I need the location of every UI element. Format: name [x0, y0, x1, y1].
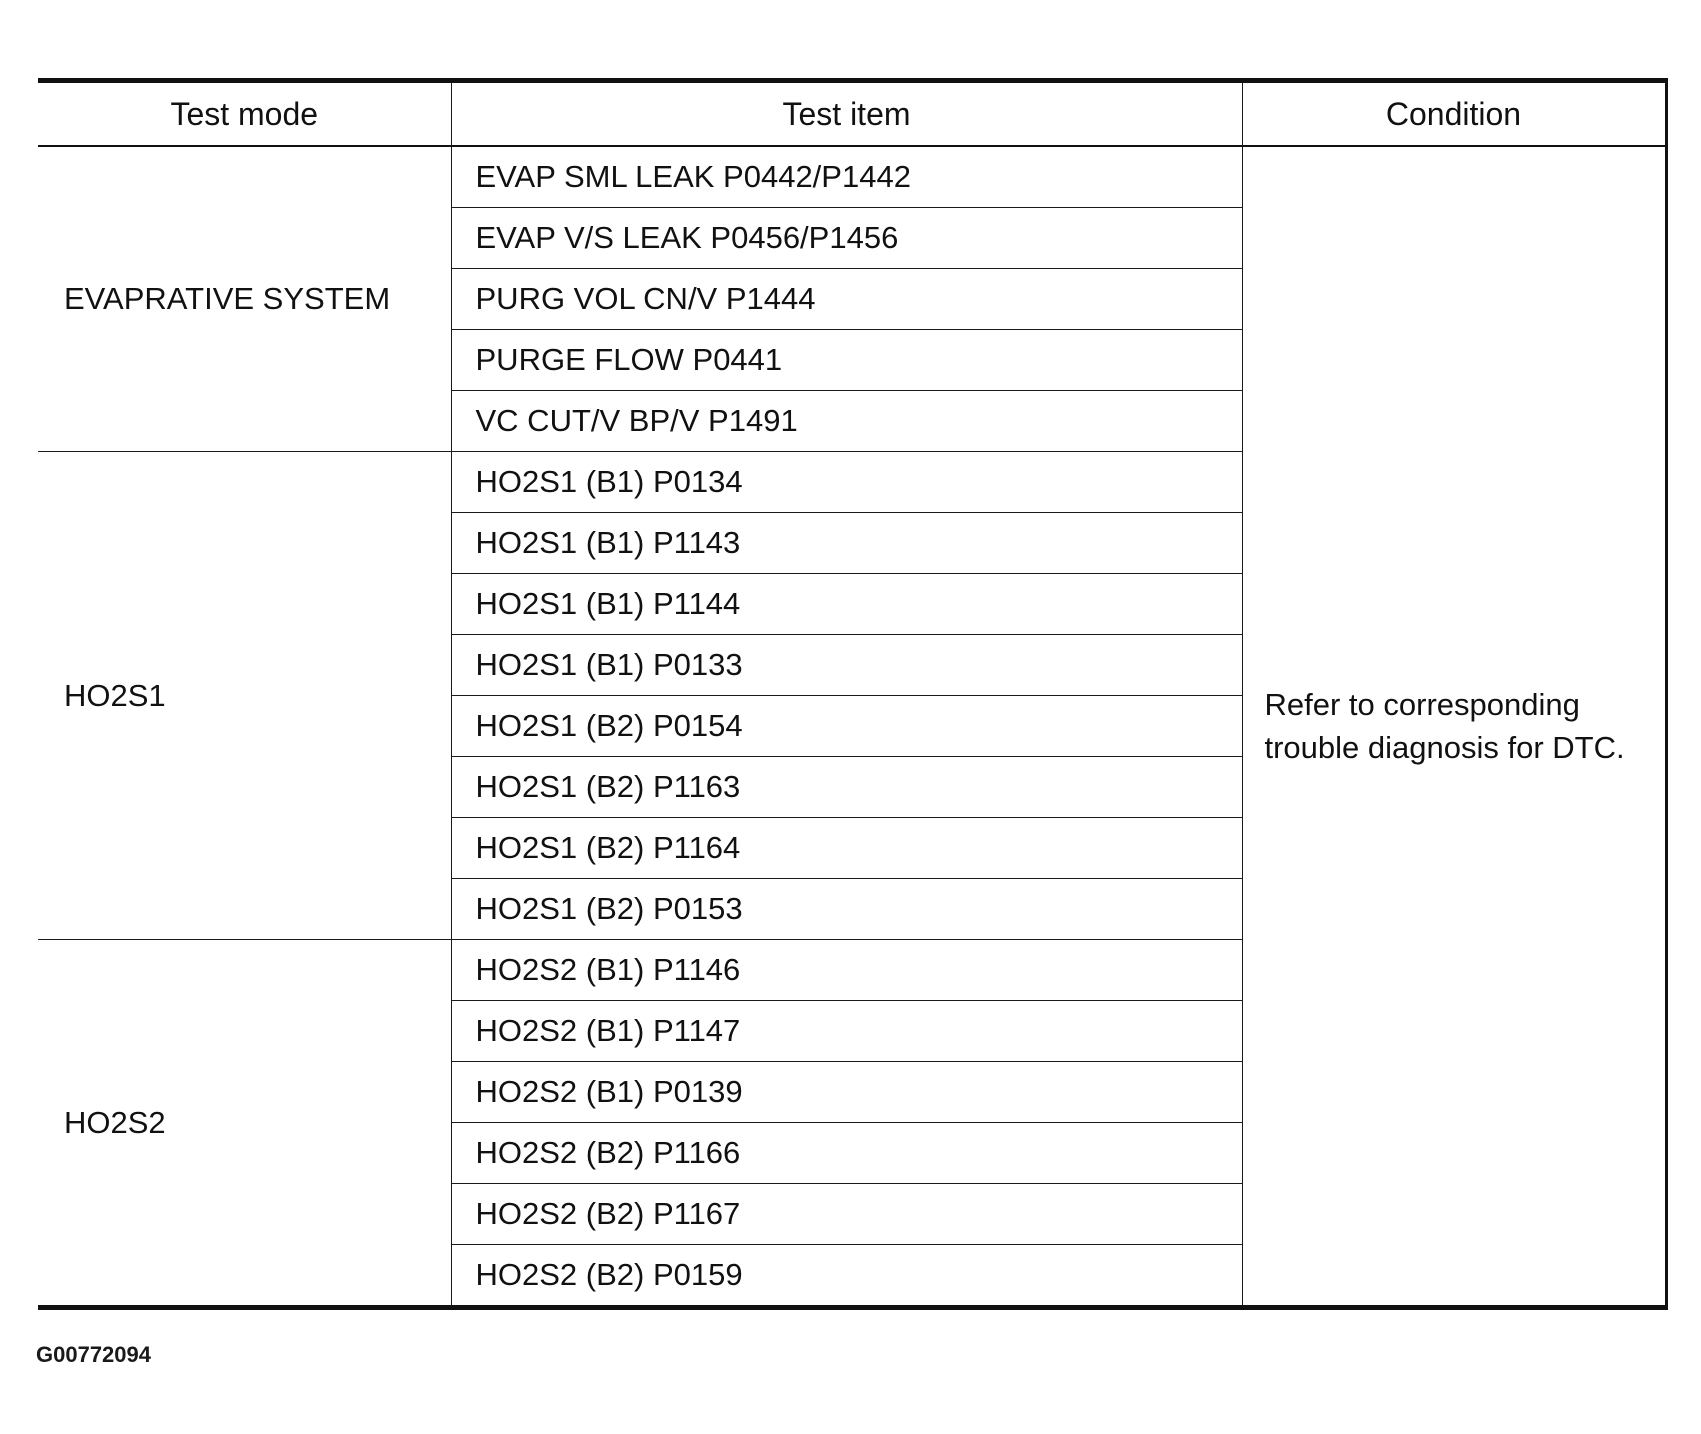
test-item-cell: HO2S1 (B2) P1164	[451, 818, 1242, 879]
test-item-cell: HO2S1 (B2) P1163	[451, 757, 1242, 818]
header-test-mode: Test mode	[38, 81, 451, 147]
test-item-cell: HO2S2 (B1) P1147	[451, 1001, 1242, 1062]
test-mode-cell: HO2S2	[38, 940, 451, 1308]
test-mode-cell: EVAPRATIVE SYSTEM	[38, 146, 451, 452]
test-item-cell: PURG VOL CN/V P1444	[451, 269, 1242, 330]
test-item-cell: HO2S2 (B1) P1146	[451, 940, 1242, 1001]
header-condition: Condition	[1242, 81, 1666, 147]
test-item-cell: HO2S2 (B2) P0159	[451, 1245, 1242, 1308]
test-item-cell: HO2S1 (B1) P0133	[451, 635, 1242, 696]
test-item-cell: HO2S2 (B2) P1167	[451, 1184, 1242, 1245]
test-item-cell: HO2S1 (B2) P0154	[451, 696, 1242, 757]
dtc-test-table	[38, 78, 1668, 1310]
test-item-cell: HO2S1 (B1) P1143	[451, 513, 1242, 574]
header-test-item: Test item	[451, 81, 1242, 147]
table-row	[38, 146, 1666, 208]
test-item-cell: HO2S2 (B1) P0139	[451, 1062, 1242, 1123]
test-item-cell: PURGE FLOW P0441	[451, 330, 1242, 391]
test-item-cell: HO2S1 (B2) P0153	[451, 879, 1242, 940]
table-body	[38, 146, 1666, 1308]
test-item-cell: HO2S1 (B1) P0134	[451, 452, 1242, 513]
figure-code: G00772094	[36, 1342, 151, 1367]
test-item-cell: EVAP SML LEAK P0442/P1442	[451, 146, 1242, 208]
test-item-cell: VC CUT/V BP/V P1491	[451, 391, 1242, 452]
test-item-cell: EVAP V/S LEAK P0456/P1456	[451, 208, 1242, 269]
test-mode-cell: HO2S1	[38, 452, 451, 940]
condition-cell: Refer to corresponding trouble diagnosis for DTC.	[1242, 146, 1666, 1308]
table-header-row	[38, 81, 1666, 147]
test-item-cell: HO2S1 (B1) P1144	[451, 574, 1242, 635]
test-item-cell: HO2S2 (B2) P1166	[451, 1123, 1242, 1184]
